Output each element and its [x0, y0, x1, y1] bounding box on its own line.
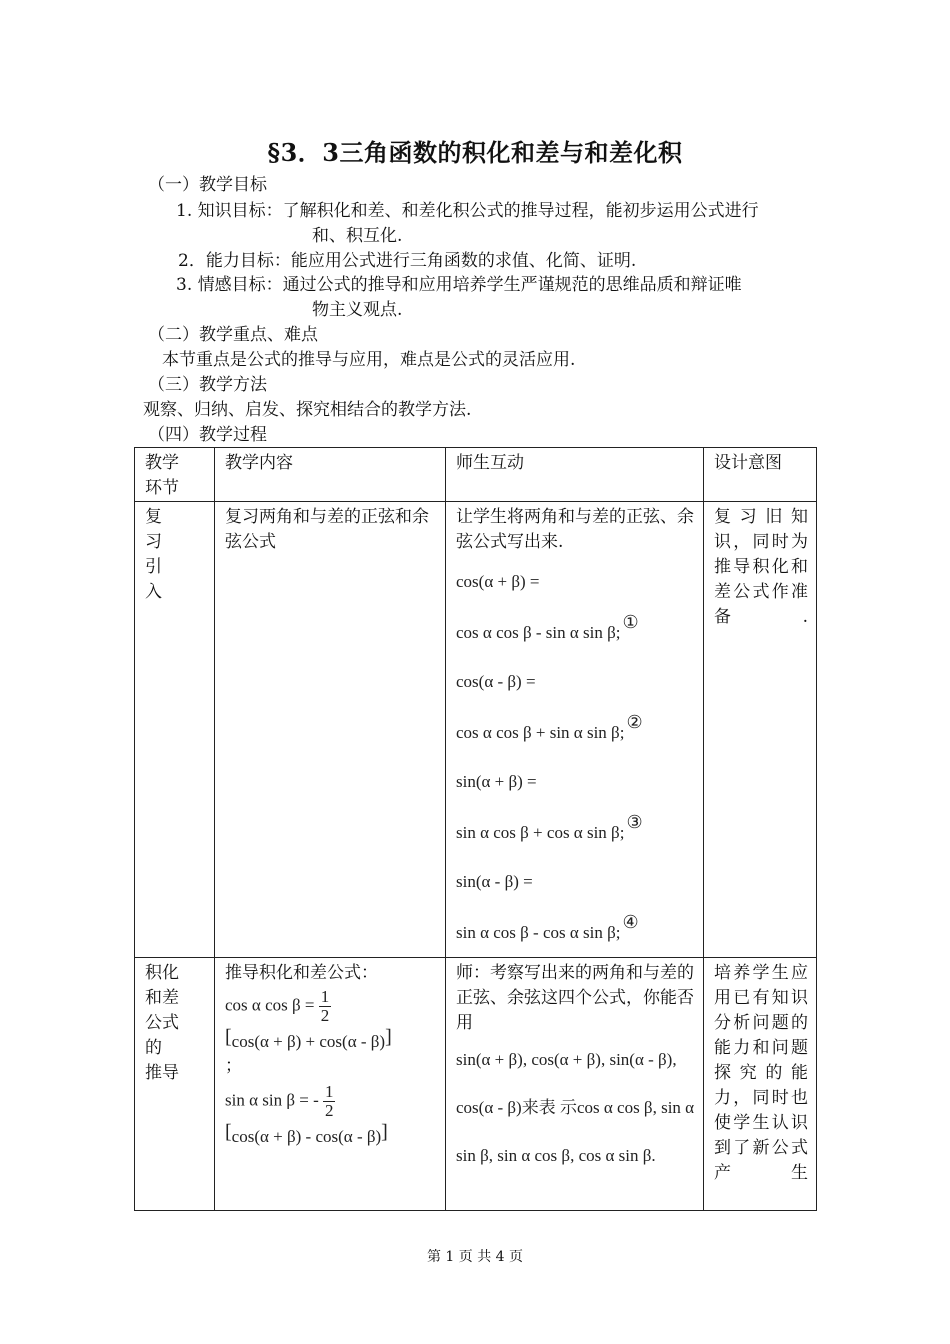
bracket-close: ]	[381, 1121, 388, 1143]
teaching-process-table	[134, 447, 817, 1211]
formula-sin-sum-lhs: sin(α + β) =	[456, 772, 537, 791]
table-row-review	[135, 502, 817, 958]
bracket-open: [	[225, 1026, 232, 1048]
bracket-content: cos(α + β) - cos(α - β)	[231, 1127, 382, 1146]
stage-char: 推导	[145, 1063, 179, 1083]
formula-lhs: cos α cos β =	[225, 995, 315, 1015]
formula-sin-diff-lhs: sin(α - β) =	[456, 872, 533, 891]
expr-sin-diff: sin(α - β)	[609, 1050, 673, 1069]
intent-review: 复习旧知识，同时为推导积化和差公式作准备.	[704, 502, 817, 958]
page-footer: 第 1 页 共 4 页	[426, 1249, 524, 1265]
bracket-open: [	[225, 1121, 232, 1143]
formula-text: cos α cos β + sin α sin β;	[456, 723, 625, 742]
formula-sin-sin-bracket	[225, 1121, 437, 1149]
formula-cos-cos-bracket	[225, 1026, 437, 1054]
formula-cos-sum-lhs: cos(α + β) =	[456, 572, 540, 591]
fraction-half	[319, 988, 332, 1025]
objective-ability: 2．能力目标：能应用公式进行三角函数的求值、化简、证明.	[178, 251, 637, 271]
section-methods-heading: （三）教学方法	[148, 375, 267, 395]
text-biao: 来表	[521, 1098, 556, 1117]
objective-knowledge-cont: 和、积互化.	[312, 226, 403, 246]
expr-cos-sin: cos α sin β	[578, 1146, 652, 1165]
fraction-numerator: 1	[324, 1082, 334, 1101]
expr-cos-diff: cos(α - β)	[456, 1098, 522, 1117]
formula-cos-diff-lhs: cos(α - β) =	[456, 672, 536, 691]
methods-text: 观察、归纳、启发、探究相结合的教学方法.	[143, 400, 472, 420]
formula-text: sin α cos β + cos α sin β;	[456, 823, 625, 842]
formula-text: cos α cos β - sin α sin β;	[456, 623, 621, 642]
stage-char: 的	[145, 1038, 162, 1058]
formula-cos-diff-rhs	[456, 707, 695, 757]
interaction-review-text: 让学生将两角和与差的正弦、余弦公式写出来.	[456, 507, 694, 552]
objective-knowledge: 1. 知识目标：了解积化和差、和差化积公式的推导过程，能初步运用公式进行	[176, 201, 759, 221]
table-header-row	[135, 448, 817, 502]
expr-cos-sum: cos(α + β)	[531, 1050, 601, 1069]
intent-derivation: 培养学生应用已有知识分析问题的能力和问题探究的能力，同时也使学生认识到了新公式产生	[704, 958, 817, 1211]
stage-derivation	[135, 958, 215, 1211]
bracket-close: ]	[385, 1026, 392, 1048]
formula-cos-cos	[225, 988, 437, 1025]
section-process-heading: （四）教学过程	[148, 425, 267, 445]
expr-sin-sin: sin α sin β	[456, 1098, 695, 1165]
header-content: 教学内容	[215, 448, 446, 502]
stage-char: 公式	[145, 1013, 179, 1033]
circled-number-2: ②	[626, 712, 643, 732]
circled-number-3: ③	[626, 812, 643, 832]
formula-cos-sum-rhs	[456, 607, 695, 657]
fraction-denominator: 2	[324, 1101, 334, 1120]
stage-char: 入	[145, 582, 162, 602]
text-shi: 示	[559, 1098, 577, 1117]
stage-char: 习	[145, 532, 162, 552]
header-interaction: 师生互动	[446, 448, 704, 502]
formula-text: sin α cos β - cos α sin β;	[456, 923, 621, 942]
stage-char: 引	[145, 557, 162, 577]
header-intent: 设计意图	[704, 448, 817, 502]
page-title: §3．3三角函数的积化和差与和差化积	[267, 138, 683, 167]
interaction-review	[446, 502, 704, 958]
stage-char: 和差	[145, 988, 179, 1008]
content-review: 复习两角和与差的正弦和余弦公式	[215, 502, 446, 958]
formula-list	[456, 557, 695, 957]
derivation-heading: 推导积化和差公式：	[225, 963, 378, 983]
expr-cos-cos: cos α cos β	[576, 1098, 653, 1117]
fraction-numerator: 1	[320, 987, 330, 1006]
keypoints-text: 本节重点是公式的推导与应用，难点是公式的灵活应用.	[162, 350, 576, 370]
stage-char: 复	[145, 507, 162, 527]
stage-review	[135, 502, 215, 958]
objective-emotion: 3. 情感目标：通过公式的推导和应用培养学生严谨规范的思维品质和辩证唯	[176, 275, 742, 295]
interaction-derivation	[446, 958, 704, 1211]
fraction-denominator: 2	[320, 1006, 330, 1025]
bracket-content: cos(α + β) + cos(α - β)	[231, 1032, 386, 1051]
formula-sin-diff-rhs	[456, 907, 695, 957]
expr-sin-sum: sin(α + β)	[456, 1050, 523, 1069]
header-stage-line2: 环节	[145, 478, 179, 498]
fraction-half	[323, 1083, 336, 1120]
stage-char: 积化	[145, 963, 179, 983]
content-derivation	[215, 958, 446, 1211]
header-stage-line1: 教学	[145, 453, 179, 473]
semicolon: ；	[225, 1056, 242, 1076]
interaction-derivation-formulas: sin(α + β), cos(α + β), sin(α - β), cos(α - β)来表 示cos α cos β, sin α sin β, sin α cos β, cos α sin β.	[456, 1050, 695, 1165]
formula-lhs: sin α sin β = -	[225, 1090, 319, 1110]
formula-sin-sum-rhs	[456, 807, 695, 857]
circled-number-1: ①	[622, 612, 639, 632]
expr-sin-cos: sin α cos β	[497, 1146, 571, 1165]
formula-sin-sin	[225, 1083, 437, 1120]
circled-number-4: ④	[622, 912, 639, 932]
header-stage	[135, 448, 215, 502]
objective-emotion-cont: 物主义观点.	[312, 300, 403, 320]
section-keypoints-heading: （二）教学重点、难点	[148, 325, 318, 345]
section-objectives-heading: （一）教学目标	[148, 175, 267, 195]
table-row-derivation	[135, 958, 817, 1211]
interaction-derivation-text: 师：考察写出来的两角和与差的正弦、余弦这四个公式，你能否用	[456, 963, 694, 1033]
